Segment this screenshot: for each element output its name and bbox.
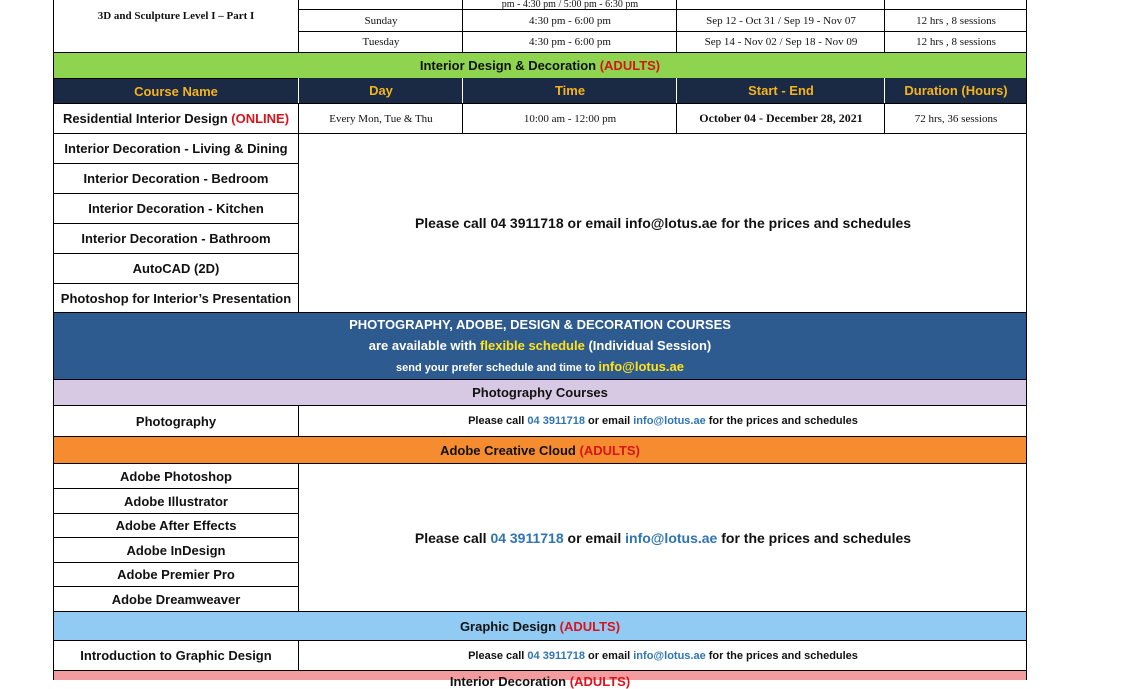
dates-cell: October 04 - December 28, 2021 [676, 103, 885, 133]
course-name-adobe-premier-pro: Adobe Premier Pro [53, 562, 299, 586]
graphic-contact-note: Please call 04 3911718 or email info@lotus.ae for the prices and schedules [298, 640, 1027, 670]
interior-contact-note: Please call 04 3911718 or email info@lotus.ae for the prices and schedules [298, 133, 1027, 312]
phone-link[interactable]: 04 3911718 [490, 529, 564, 546]
time-cell: 4:30 pm - 6:00 pm [462, 9, 677, 31]
flexible-line-2: are available with flexible schedule (Individual Session) [368, 337, 712, 353]
phone-link[interactable]: 04 3911718 [527, 415, 585, 427]
photography-contact-note: Please call 04 3911718 or email info@lotus.ae for the prices and schedules [298, 405, 1027, 436]
section-band-graphic: Graphic Design (ADULTS) [53, 611, 1027, 640]
phone-link[interactable]: 04 3911718 [527, 649, 585, 662]
column-header-course: Course Name [53, 78, 299, 103]
course-name-living-dining: Interior Decoration - Living & Dining [53, 133, 299, 163]
adobe-contact-note: Please call 04 3911718 or email info@lotus.ae for the prices and schedules [298, 463, 1027, 611]
email-link[interactable]: info@lotus.ae [598, 358, 684, 374]
column-header-start-end: Start - End [676, 78, 885, 103]
course-name-adobe-indesign: Adobe InDesign [53, 537, 299, 562]
day-cell: Every Mon, Tue & Thu [298, 103, 463, 133]
course-name-photography: Photography [53, 405, 299, 436]
course-name-adobe-photoshop: Adobe Photoshop [53, 463, 299, 488]
flexible-line-3: send your prefer schedule and time to info@lotus.ae [396, 358, 684, 374]
section-band-interior: Interior Design & Decoration (ADULTS) [53, 52, 1027, 78]
course-name-3d-sculpture: 3D and Sculpture Level I – Part I [97, 10, 255, 22]
dates-cell: Sep 14 - Nov 02 / Sep 18 - Nov 09 [676, 31, 885, 52]
day-cell: Tuesday [298, 31, 463, 52]
flexible-line-1: PHOTOGRAPHY, ADOBE, DESIGN & DECORATION COURSES [349, 316, 731, 332]
course-name-bedroom: Interior Decoration - Bedroom [53, 163, 299, 193]
course-name-adobe-dreamweaver: Adobe Dreamweaver [53, 586, 299, 611]
duration-cell: 72 hrs, 36 sessions [884, 103, 1027, 133]
course-name-adobe-illustrator: Adobe Illustrator [53, 488, 299, 513]
duration-cell: 12 hrs , 8 sessions [884, 31, 1027, 52]
course-name-residential: Residential Interior Design (ONLINE) [53, 103, 299, 133]
email-link[interactable]: info@lotus.ae [633, 649, 706, 662]
column-header-duration: Duration (Hours) [884, 78, 1027, 103]
time-cell-partial: pm - 4:30 pm / 5:00 pm - 6:30 pm [462, 0, 677, 10]
duration-cell: 12 hrs , 8 sessions [884, 9, 1027, 31]
course-name-bathroom: Interior Decoration - Bathroom [53, 223, 299, 253]
column-header-time: Time [462, 78, 677, 103]
section-band-adobe: Adobe Creative Cloud (ADULTS) [53, 436, 1027, 463]
time-cell: 4:30 pm - 6:00 pm [462, 31, 677, 52]
dates-cell: Sep 12 - Oct 31 / Sep 19 - Nov 07 [676, 9, 885, 31]
course-name-autocad: AutoCAD (2D) [53, 253, 299, 283]
column-header-day: Day [298, 78, 463, 103]
time-cell: 10:00 am - 12:00 pm [462, 103, 677, 133]
day-cell: Sunday [298, 9, 463, 31]
section-band-photography: Photography Courses [53, 379, 1027, 405]
flexible-schedule-banner [53, 312, 1027, 379]
course-name-photoshop-interior: Photoshop for Interior’s Presentation [53, 283, 299, 312]
course-name-adobe-after-effects: Adobe After Effects [53, 513, 299, 537]
course-name-kitchen: Interior Decoration - Kitchen [53, 193, 299, 223]
email-link[interactable]: info@lotus.ae [625, 529, 718, 546]
section-band-next: Interior Decoration (ADULTS) [53, 670, 1027, 680]
email-link[interactable]: info@lotus.ae [633, 415, 706, 427]
course-name-graphic-design: Introduction to Graphic Design [53, 640, 299, 670]
